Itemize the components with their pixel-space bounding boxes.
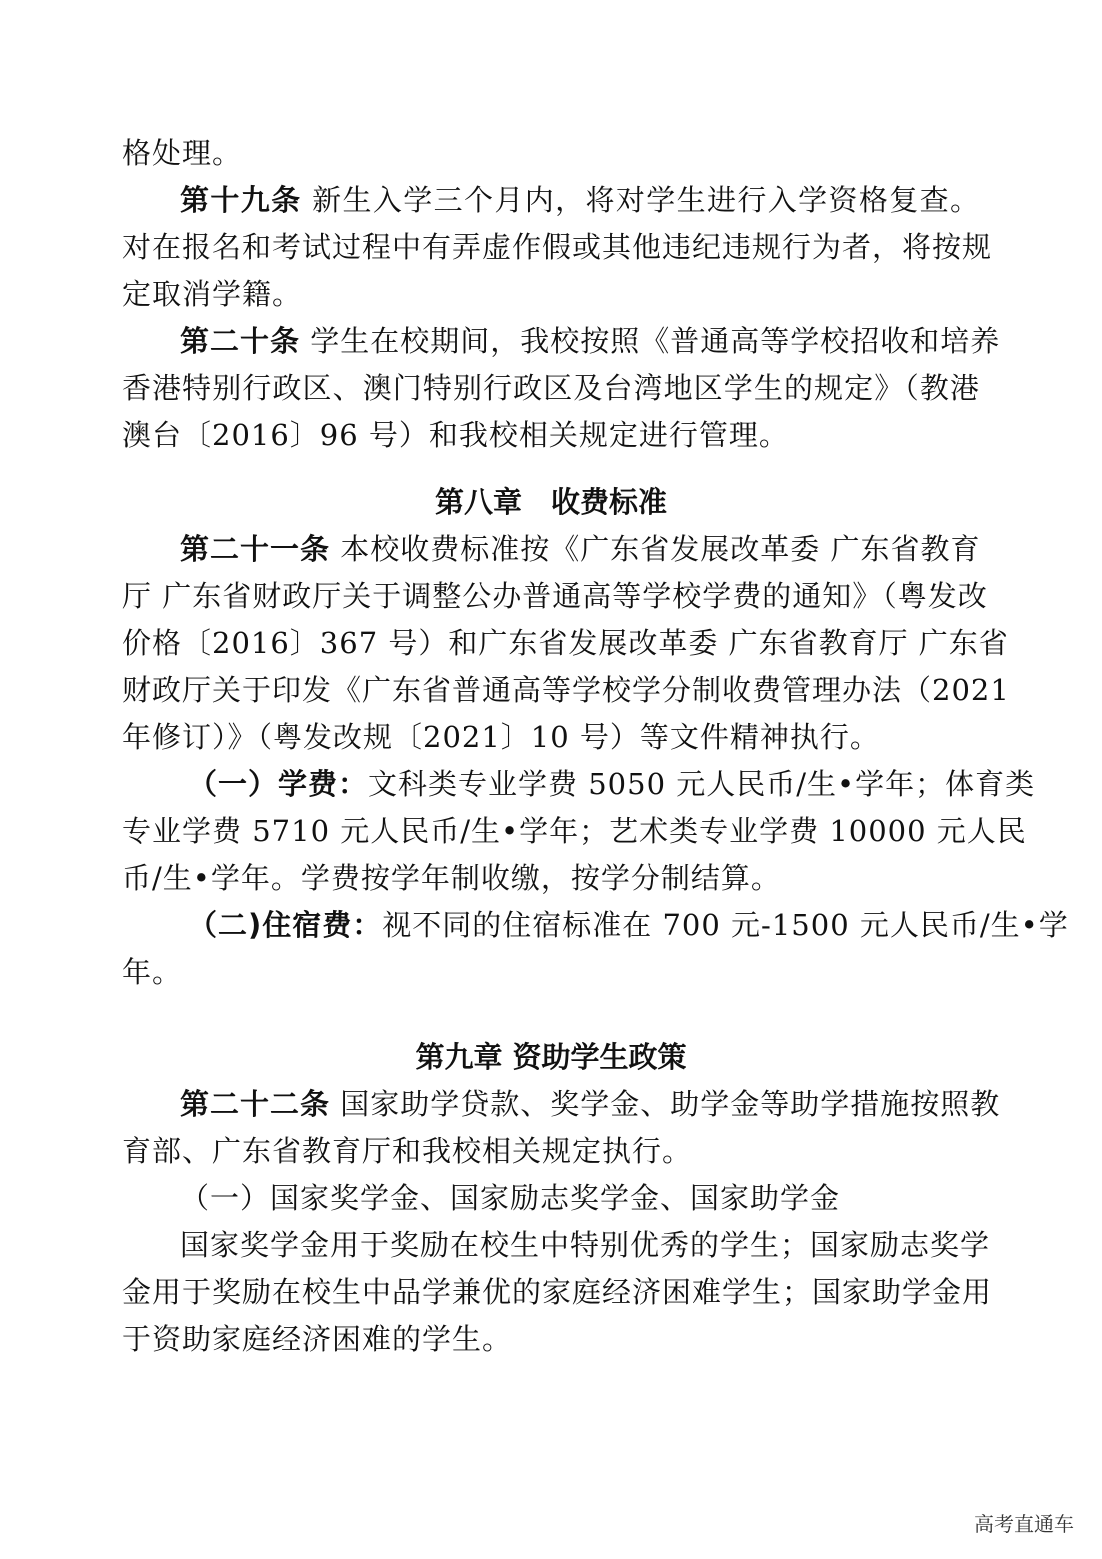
fee-accommodation: （二)住宿费：视不同的住宿标准在 700 元-1500 元人民币/生•学	[188, 908, 1069, 942]
chapter-title: 第九章 资助学生政策	[415, 1040, 687, 1074]
article-22: 第二十二条 国家助学贷款、奖学金、助学金等助学措施按照教	[180, 1087, 1001, 1121]
text-line: 币/生•学年。学费按学年制收缴，按学分制结算。	[122, 861, 781, 895]
text-line: 国家奖学金用于奖励在校生中特别优秀的学生；国家励志奖学	[180, 1228, 991, 1262]
subsection-heading: （一）国家奖学金、国家励志奖学金、国家助学金	[180, 1181, 841, 1215]
text-line: 对在报名和考试过程中有弄虚作假或其他违纪违规行为者，将按规	[122, 230, 993, 264]
article-21: 第二十一条 本校收费标准按《广东省发展改革委 广东省教育	[180, 532, 981, 566]
article-19: 第十九条 新生入学三个月内，将对学生进行入学资格复查。	[180, 183, 980, 217]
watermark-text: 高考直通车	[974, 1512, 1074, 1536]
text-line: 厅 广东省财政厅关于调整公办普通高等学校学费的通知》（粤发改	[122, 579, 988, 613]
text-line: 育部、广东省教育厅和我校相关规定执行。	[122, 1134, 693, 1168]
article-label: 第十九条	[180, 183, 302, 217]
text-line: 年。	[122, 955, 183, 989]
fee-tuition: （一）学费：文科类专业学费 5050 元人民币/生•学年；体育类	[188, 767, 1036, 801]
text-line: 定取消学籍。	[122, 277, 303, 311]
text-line: 年修订）》（粤发改规〔2021〕10 号）等文件精神执行。	[122, 720, 880, 754]
text-line: 价格〔2016〕367 号）和广东省发展改革委 广东省教育厅 广东省	[122, 626, 1009, 660]
fee-label: （一）学费：	[188, 767, 369, 801]
chapter-title: 第八章 收费标准	[434, 485, 667, 519]
text-line: 澳台〔2016〕96 号）和我校相关规定进行管理。	[122, 418, 789, 452]
article-label: 第二十一条	[180, 532, 331, 566]
fee-label: （二)住宿费：	[188, 908, 383, 942]
text-line: 财政厅关于印发《广东省普通高等学校学分制收费管理办法（2021	[122, 673, 1010, 707]
article-label: 第二十条	[180, 324, 301, 358]
text-line: 香港特别行政区、澳门特别行政区及台湾地区学生的规定》（教港	[122, 371, 980, 405]
article-20: 第二十条 学生在校期间，我校按照《普通高等学校招收和培养	[180, 324, 1001, 358]
article-label: 第二十二条	[180, 1087, 331, 1121]
text-line: 专业学费 5710 元人民币/生•学年；艺术类专业学费 10000 元人民	[122, 814, 1027, 848]
text-line: 金用于奖励在校生中品学兼优的家庭经济困难学生；国家助学金用	[122, 1275, 993, 1309]
text-line: 于资助家庭经济困难的学生。	[122, 1322, 513, 1356]
document-page	[122, 130, 1069, 1363]
text-line: 格处理。	[122, 136, 243, 170]
